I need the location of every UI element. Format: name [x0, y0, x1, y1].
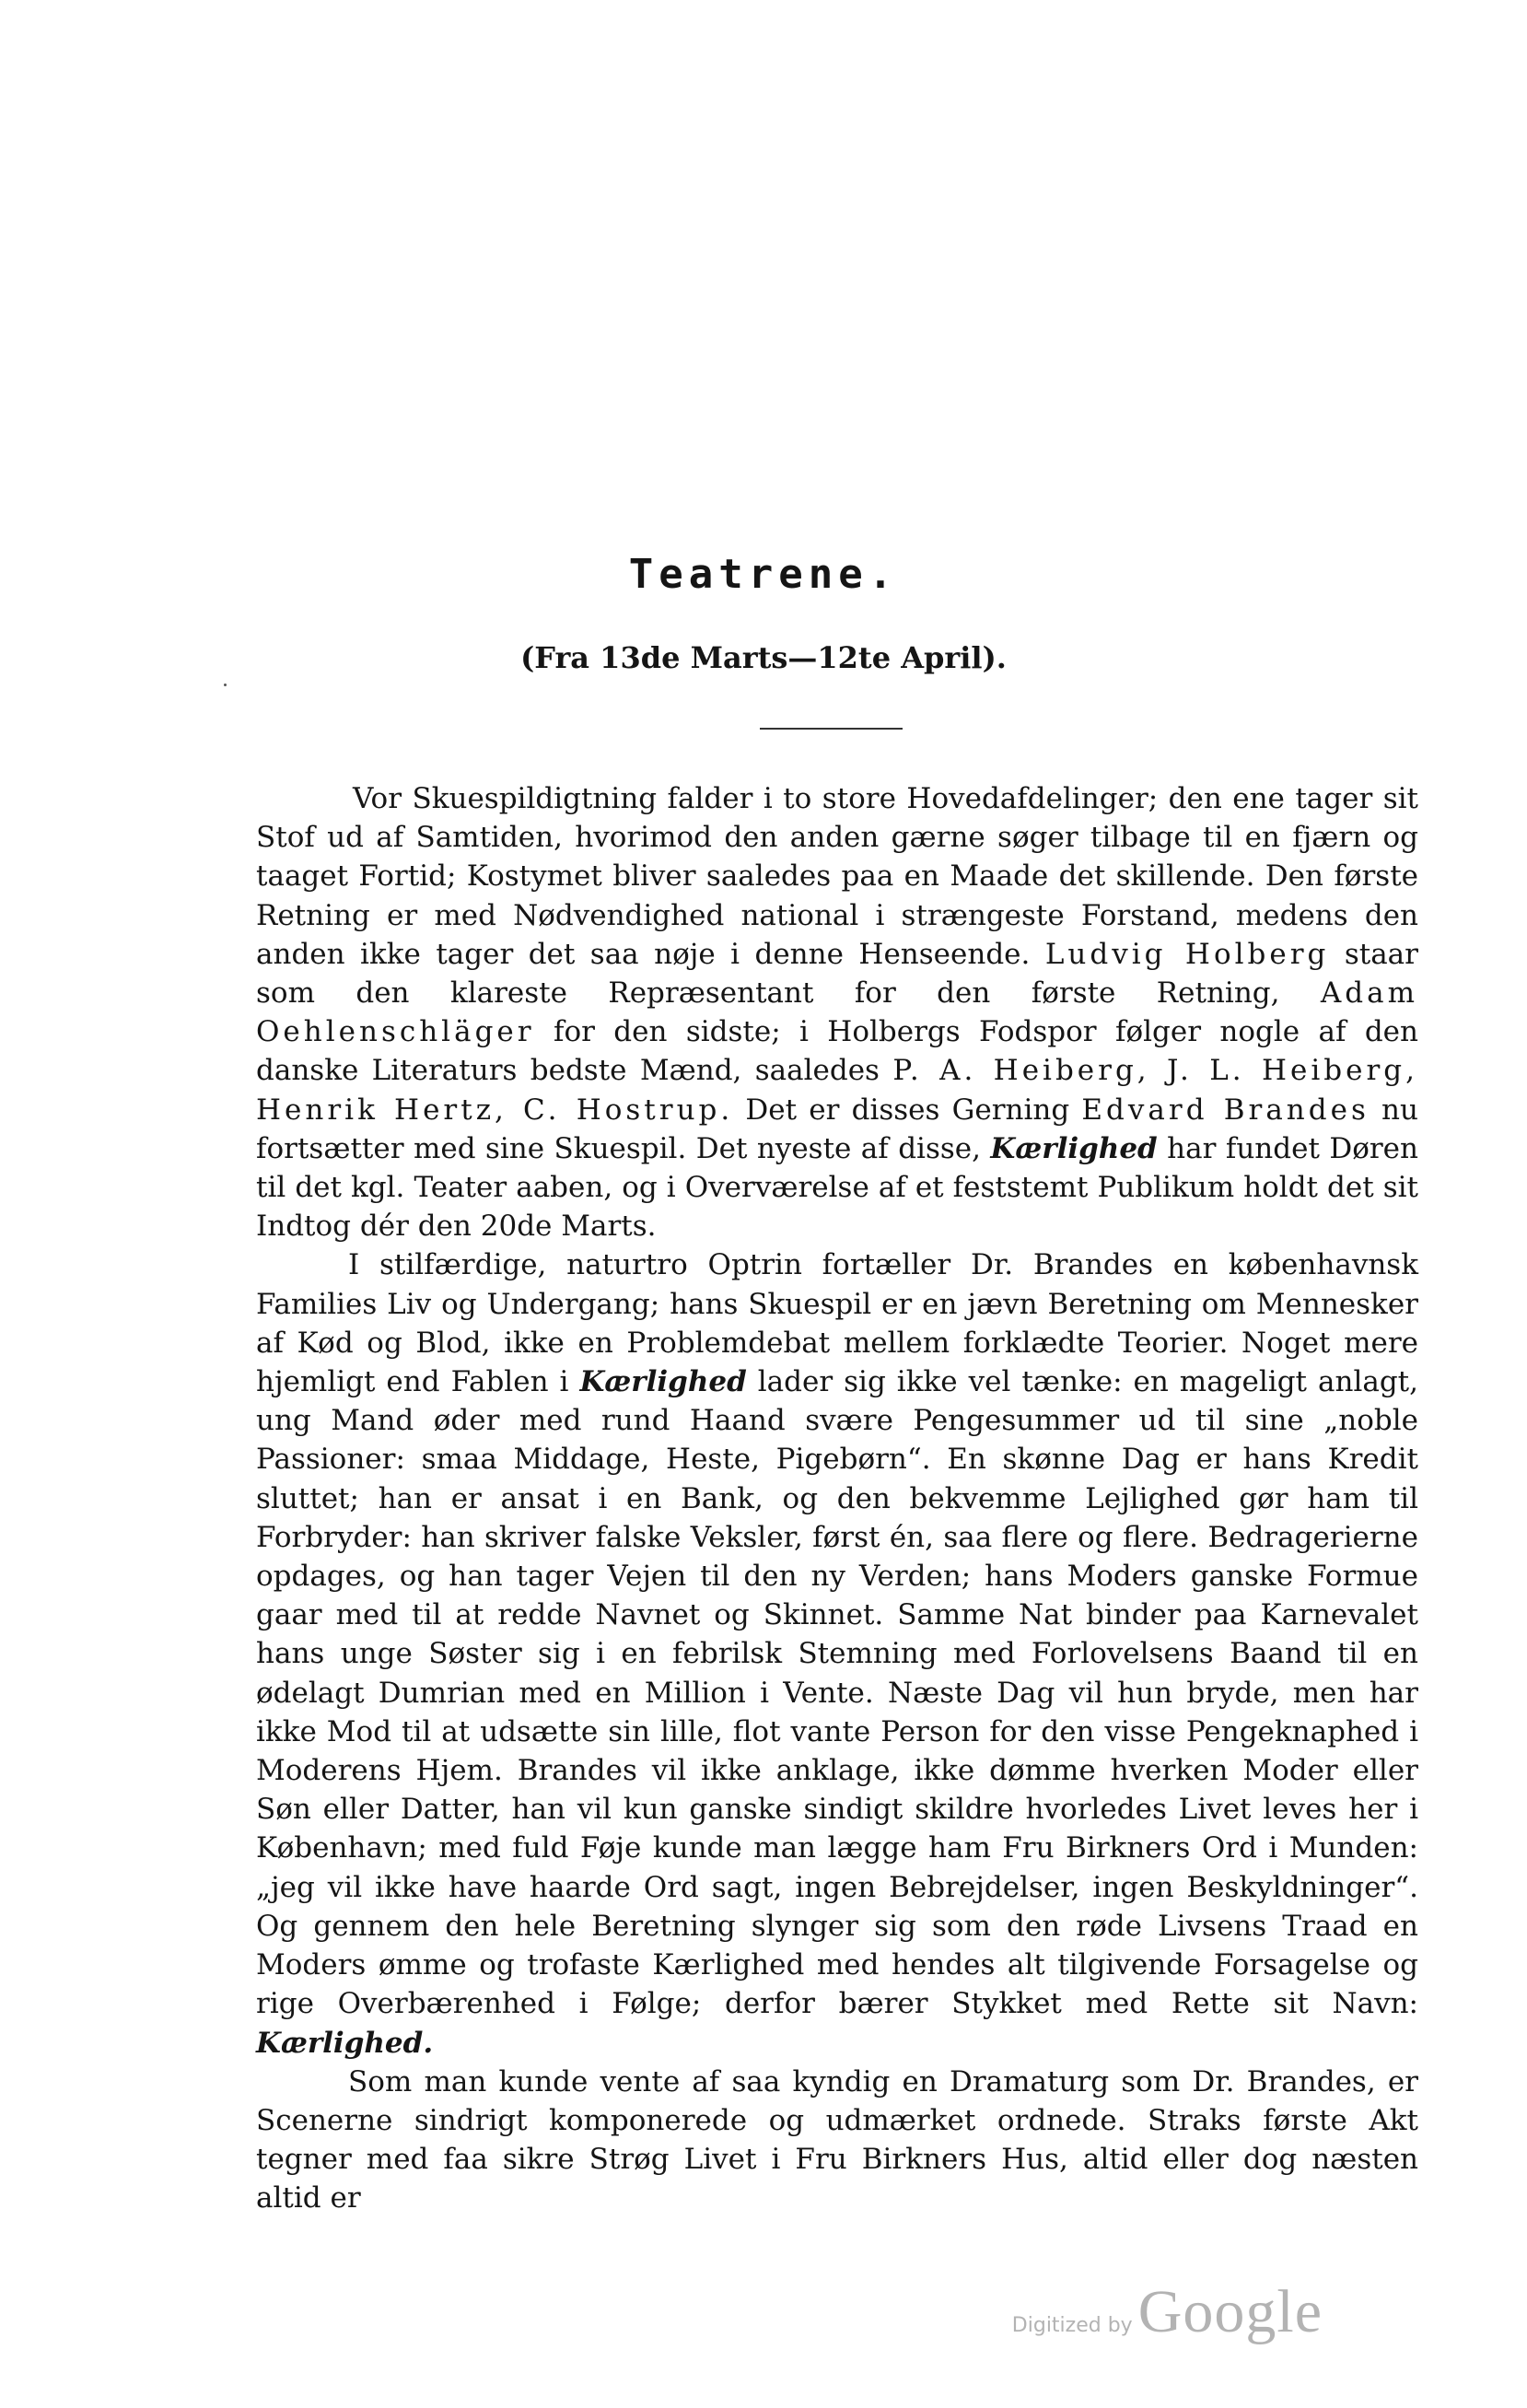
scan-speck: [224, 684, 227, 686]
digitized-watermark: [1012, 2277, 1323, 2347]
paragraph-text: nu fortsætter med sine Skuespil. Det nyeste af disse,: [256, 1093, 1418, 1165]
google-logo: Google: [1137, 2278, 1323, 2345]
paragraph-text: staar som den klareste Repræsentant for den første Retning,: [256, 937, 1418, 1011]
play-title-italic: Kærlighed: [579, 1365, 747, 1399]
article-title: Teatrene.: [628, 551, 899, 598]
paragraph-text: Det er disses Gerning: [733, 1093, 1082, 1127]
paragraph-text: Som man kunde vente af saa kyndig en Dramaturg som Dr. Brandes, er Scenerne sindrigt komponerede og udmærket ordnede. Straks første Akt tegner med faa sikre Strøg Livet i Fru Birkners Hus, altid eller dog næsten altid er: [256, 2064, 1418, 2215]
body-paragraph: [256, 1245, 1418, 2062]
author-name-spaced: Adam Oehlenschläger: [256, 976, 1418, 1049]
article-date-range: (Fra 13de Marts—12te April).: [520, 640, 1007, 675]
paragraph-text: har fundet Døren til det kgl. Teater aaben, og i Overværelse af et feststemt Publikum holdt det sit Indtog dér den 20de Marts.: [256, 1131, 1418, 1244]
article-body: [256, 779, 1418, 2218]
body-paragraph: [256, 2063, 1418, 2218]
paragraph-text: I stilfærdige, naturtro Optrin fortæller Dr. Brandes en københavnsk Families Liv og Undergang; hans Skuespil er en jævn Beretning om Mennesker af Kød og Blod, ikke en Problemdebat mellem forklædte Teorier. Noget mere hjemligt end Fablen i: [256, 1248, 1418, 1399]
paragraph-text: for den sidste; i Holbergs Fodspor følger nogle af den danske Literaturs bedste Mænd, saaledes: [256, 1015, 1418, 1088]
author-name-spaced: Ludvig Holberg: [1044, 937, 1330, 971]
body-paragraph: [256, 779, 1418, 1245]
author-name-spaced: P. A. Heiberg, J. L. Heiberg, Henrik Hertz, C. Hostrup.: [256, 1054, 1418, 1127]
digitized-by-label: Digitized by: [1011, 2314, 1133, 2337]
paragraph-text: Vor Skuespildigtning falder i to store Hovedafdelinger; den ene tager sit Stof ud af Samtiden, hvorimod den anden gærne søger tilbage til en fjærn og taaget Fortid; Kostymet bliver saaledes paa en Maade det skillende. Den første Retning er med Nødvendighed national i strængeste Forstand, medens den anden ikke tager det saa nøje i denne Henseende.: [256, 782, 1418, 971]
title-divider: [760, 728, 903, 730]
play-title-italic: Kærlighed.: [256, 2026, 434, 2060]
play-title-italic: Kærlighed: [990, 1131, 1158, 1165]
paragraph-text: lader sig ikke vel tænke: en mageligt anlagt, ung Mand øder med rund Haand svære Pengesummer ud til sine „noble Passioner: smaa Middage, Heste, Pigebørn“. En skønne Dag er hans Kredit sluttet; han er ansat i en Bank, og den bekvemme Lejlighed gør ham til Forbryder: han skriver falske Veksler, først én, saa flere og flere. Bedragerierne opdages, og han tager Vejen til den ny Verden; hans Moders ganske Formue gaar med til at redde Navnet og Skinnet. Samme Nat binder paa Karnevalet hans unge Søster sig i en febrilsk Stemning med Forlovelsens Baand til en ødelagt Dumrian med en Million i Vente. Næste Dag vil hun bryde, men har ikke Mod til at udsætte sin lille, flot vante Person for den visse Pengeknaphed i Moderens Hjem. Brandes vil ikke anklage, ikke dømme hverken Moder eller Søn eller Datter, han vil kun ganske sindigt skildre hvorledes Livet leves her i København; med fuld Føje kunde man lægge ham Fru Birkners Ord i Munden: „jeg vil ikke have haarde Ord sagt, ingen Bebrejdelser, ingen Beskyldninger“. Og gennem den hele Beretning slynger sig som den røde Livsens Traad en Moders ømme og trofaste Kærlighed med hendes alt tilgivende Forsagelse og rige Overbærenhed i Følge; derfor bærer Stykket med Rette sit Navn:: [256, 1365, 1418, 2021]
author-name-spaced: Edvard Brandes: [1081, 1093, 1370, 1127]
